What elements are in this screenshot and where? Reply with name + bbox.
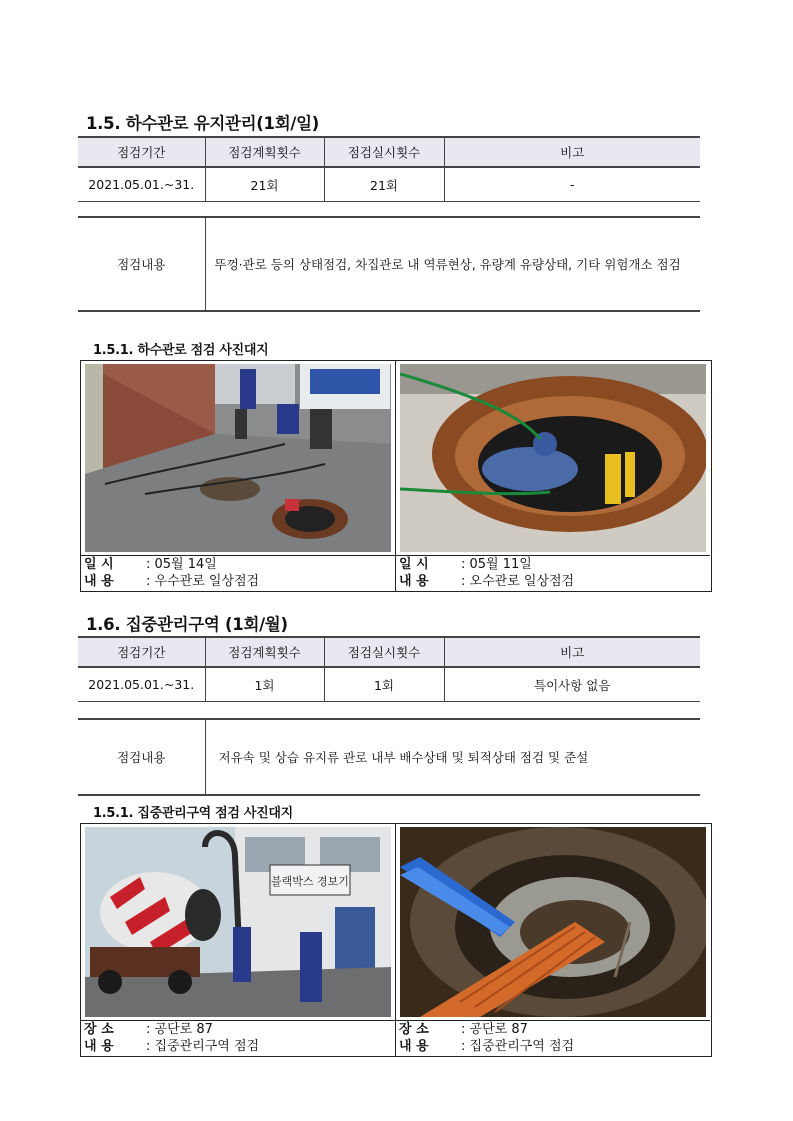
header-actual-count: 점검실시횟수 bbox=[324, 137, 444, 167]
header-remarks: 비고 bbox=[444, 137, 700, 167]
content-table-1-6 bbox=[78, 718, 700, 796]
caption-left: 일 시 : 05월 14일 내 용 : 우수관로 일상점검 bbox=[81, 555, 395, 590]
header-planned-count: 점검계획횟수 bbox=[205, 637, 324, 667]
photo-pipe-dredging bbox=[400, 827, 706, 1017]
photo-storm-sewer-inspection bbox=[85, 364, 391, 552]
photo-cell-right bbox=[396, 824, 710, 1056]
section-photo-title-2: 1.5.1. 집중관리구역 점검 사진대지 bbox=[93, 806, 293, 821]
header-period: 점검기간 bbox=[78, 637, 205, 667]
shop-sign-text: 블랙박스 경보기 bbox=[271, 875, 349, 888]
caption-location-key: 장 소 bbox=[399, 1022, 429, 1037]
content-label: 점검내용 bbox=[78, 719, 205, 795]
summary-table-1-6 bbox=[78, 636, 700, 702]
caption-desc-value: 오수관로 일상점검 bbox=[469, 574, 575, 589]
caption-desc-key: 내 용 bbox=[84, 1039, 114, 1054]
section-1-5-1-title: 1.5.1. 하수관로 점검 사진대지 bbox=[93, 343, 269, 358]
cell-period: 2021.05.01.~31. bbox=[78, 667, 205, 702]
photo-cell-left bbox=[81, 824, 396, 1056]
caption-date-key: 일 시 bbox=[84, 557, 114, 572]
caption-right: 장 소 : 공단로 87 내 용 : 집중관리구역 점검 bbox=[396, 1020, 710, 1055]
content-text: 저유속 및 상습 유지류 관로 내부 배수상태 및 퇴적상태 점검 및 준설 bbox=[205, 719, 700, 795]
cell-planned-count: 21회 bbox=[205, 167, 324, 202]
photo-vacuum-truck bbox=[85, 827, 391, 1017]
cell-remarks: - bbox=[444, 167, 700, 202]
section-1-5-title: 1.5. 하수관로 유지관리(1회/일) bbox=[86, 114, 319, 133]
caption-right: 일 시 : 05월 11일 내 용 : 오수관로 일상점검 bbox=[396, 555, 710, 590]
caption-desc-value: 집중관리구역 점검 bbox=[469, 1039, 575, 1054]
header-actual-count: 점검실시횟수 bbox=[324, 637, 444, 667]
cell-actual-count: 21회 bbox=[324, 167, 444, 202]
content-table-1-5 bbox=[78, 216, 700, 312]
cell-actual-count: 1회 bbox=[324, 667, 444, 702]
caption-location-key: 장 소 bbox=[84, 1022, 114, 1037]
content-label: 점검내용 bbox=[78, 217, 205, 311]
caption-desc-key: 내 용 bbox=[399, 574, 429, 589]
caption-date-key: 일 시 bbox=[399, 557, 429, 572]
photo-sewage-pipe-inspection bbox=[400, 364, 706, 552]
caption-date-value: 05월 14일 bbox=[154, 557, 217, 572]
caption-desc-key: 내 용 bbox=[399, 1039, 429, 1054]
photo-cell-left bbox=[81, 361, 396, 591]
photo-board-1 bbox=[80, 360, 712, 592]
content-text: 뚜껑·관로 등의 상태점검, 차집관로 내 역류현상, 유량계 유량상태, 기타 위험개소 점검 bbox=[205, 217, 700, 311]
caption-desc-value: 집중관리구역 점검 bbox=[154, 1039, 260, 1054]
caption-desc-value: 우수관로 일상점검 bbox=[154, 574, 260, 589]
photo-board-2 bbox=[80, 823, 712, 1057]
summary-table-1-5 bbox=[78, 136, 700, 202]
caption-desc-key: 내 용 bbox=[84, 574, 114, 589]
header-remarks: 비고 bbox=[444, 637, 700, 667]
photo-cell-right bbox=[396, 361, 710, 591]
caption-date-value: 05월 11일 bbox=[469, 557, 532, 572]
caption-location-value: 공단로 87 bbox=[154, 1022, 213, 1037]
cell-period: 2021.05.01.~31. bbox=[78, 167, 205, 202]
cell-planned-count: 1회 bbox=[205, 667, 324, 702]
caption-location-value: 공단로 87 bbox=[469, 1022, 528, 1037]
section-1-6-title: 1.6. 집중관리구역 (1회/월) bbox=[86, 615, 288, 634]
cell-remarks: 특이사항 없음 bbox=[444, 667, 700, 702]
caption-left: 장 소 : 공단로 87 내 용 : 집중관리구역 점검 bbox=[81, 1020, 395, 1055]
header-planned-count: 점검계획횟수 bbox=[205, 137, 324, 167]
header-period: 점검기간 bbox=[78, 137, 205, 167]
